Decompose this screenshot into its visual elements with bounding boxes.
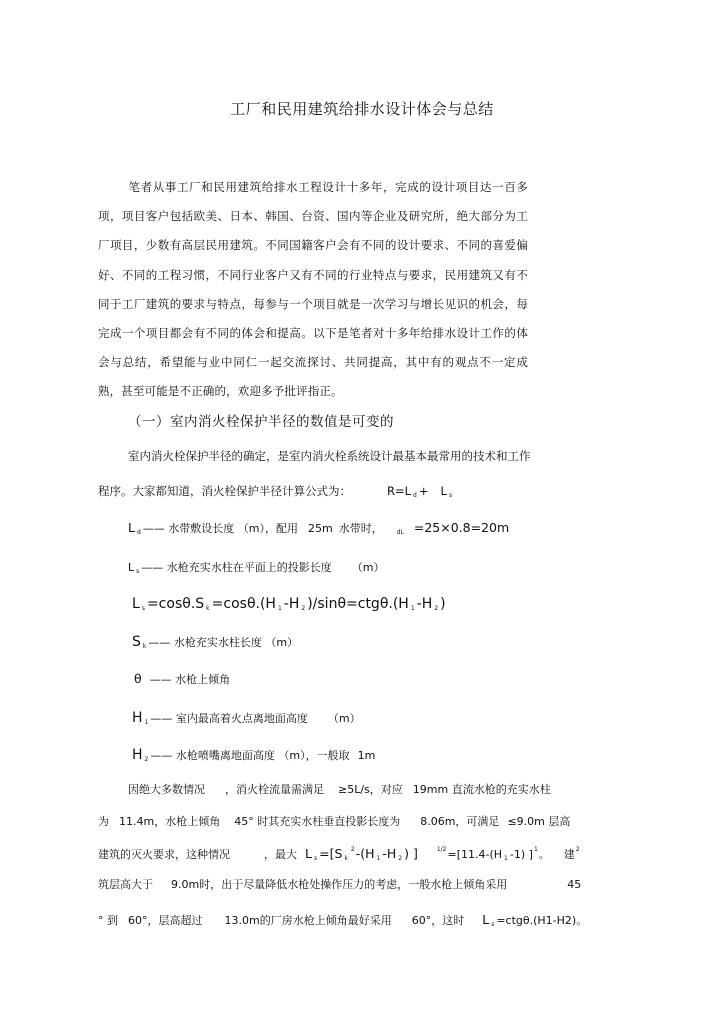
- formula-run: R=L: [387, 484, 412, 498]
- subscript: d: [136, 529, 141, 536]
- definition-theta: [134, 671, 230, 687]
- formula-run: =[11.4: [447, 848, 486, 861]
- formula-run: ): [440, 596, 446, 612]
- symbol: H: [132, 747, 143, 763]
- symbol: L: [128, 520, 135, 535]
- text-run: 13.0m的厂房水枪上倾角最好采用: [224, 914, 392, 927]
- definition-text: —— 水枪充实水柱长度 （m）: [148, 636, 299, 649]
- subscript: s: [448, 492, 453, 499]
- body-line: [128, 781, 551, 797]
- formula-run: -H: [416, 596, 433, 612]
- formula-run: -(H: [355, 846, 375, 861]
- section-heading: （一）室内消火栓保护半径的数值是可变的: [128, 414, 394, 430]
- formula-run: -H: [382, 846, 397, 861]
- subscript: 1: [376, 855, 381, 862]
- subscript: dL: [396, 529, 404, 536]
- text-run: ，最大: [264, 848, 297, 861]
- formula-run: +: [418, 484, 429, 498]
- superscript: 2: [575, 846, 580, 853]
- text-run: 8.06m，可满足: [420, 815, 500, 828]
- subscript: s: [313, 855, 318, 862]
- symbol: L: [128, 561, 135, 574]
- document-title: 工厂和民用建筑给排水设计体会与总结: [230, 100, 494, 118]
- body-line: [98, 876, 581, 892]
- symbol: S: [132, 634, 141, 650]
- definition-text: —— 水枪喷嘴离地面高度 （m），一般取: [150, 749, 350, 762]
- formula-run: θ=ctg: [337, 596, 380, 612]
- body-line: [98, 483, 454, 499]
- subscript: 2: [434, 605, 439, 612]
- subscript: 1: [277, 605, 282, 612]
- intro-text: 笔者从事工厂和民用建筑给排水工程设计十多年，完成的设计项目达一百多项，项目客户包括欧美、日本、韩国、台资、国内等企业及研究所，绝大部分为工厂项目，少数有高层民用建筑。不同国籍客户会有不同的设计要求、不同的喜爱偏好、不同的工程习惯，不同行业客户又有不同的行业特点与要求，民用建筑又有不同于工厂建筑的要求与特点，每参与一个项目就是一次学习与增长见识的机会，每完成一个项目都会有不同的体会和提高。以下是笔者对十多年给排水设计工作的体会与总结，希望能与业中同仁一起交流探讨、共同提高，其中有的观点不一定成熟，甚至可能是不正确的，欢迎多予批评指正。: [98, 180, 528, 399]
- formula-run: L: [132, 596, 140, 612]
- text-run: ≥5L/s，对应: [338, 783, 403, 796]
- text-run: 程序。大家都知道，消火栓保护半径计算公式为：: [98, 484, 351, 498]
- symbol: H: [132, 710, 143, 726]
- formula-run: =[S: [319, 846, 343, 861]
- formula-run: ) ]: [404, 846, 418, 861]
- text-run: ≤9.0m 层高: [507, 815, 571, 828]
- symbol: θ: [134, 671, 142, 686]
- text-run: 9.0m时，出于尽量降低水枪处操作压力的考虑，一般水枪上倾角采用: [171, 878, 508, 891]
- definition-h2: [132, 747, 375, 763]
- definition-unit: （m）: [327, 712, 361, 725]
- formula-run: L: [305, 846, 312, 861]
- text-run: 。: [576, 914, 588, 927]
- formula-run: =cos: [146, 596, 183, 612]
- formula-run: )/sin: [307, 596, 338, 612]
- subscript: k: [206, 605, 210, 612]
- subscript: s: [141, 605, 145, 612]
- text-run: 60°，层高超过: [128, 914, 203, 927]
- body-line: [98, 846, 581, 862]
- superscript: 2: [350, 846, 355, 853]
- formula-run: =ctg: [496, 914, 523, 927]
- subscript: 1: [504, 855, 508, 862]
- text-run: 为: [98, 815, 109, 828]
- subscript: k: [344, 855, 348, 862]
- text-run: 因绝大多数情况: [128, 783, 205, 796]
- formula-run: -H: [283, 596, 300, 612]
- formula-run: θ.(H1-H2): [522, 914, 577, 927]
- formula-run: θ.(H: [379, 596, 409, 612]
- subscript: k: [142, 643, 147, 650]
- definition-text: —— 水带敷设长度 （m），配用: [142, 522, 298, 535]
- definition-text: —— 室内最高着火点离地面高度: [150, 712, 308, 725]
- text-run: 60°，这时: [411, 914, 465, 927]
- definition-value: 25m: [308, 522, 333, 535]
- definition-text: 水带时，: [338, 522, 383, 535]
- formula-run: θ.(H: [246, 596, 276, 612]
- superscript: 1/2: [436, 846, 447, 853]
- text-run: 建筑的灭火要求，这种情况: [98, 848, 230, 861]
- formula-run: L: [440, 484, 447, 498]
- definition-ls: [128, 559, 385, 575]
- subscript: d: [413, 492, 417, 499]
- definition-ld: [128, 520, 509, 536]
- text-run: 45: [567, 878, 582, 891]
- text-run: 建: [563, 848, 575, 861]
- subscript: 2: [398, 855, 403, 862]
- subscript: s: [136, 568, 140, 575]
- text-run: 筑层高大于: [98, 878, 153, 891]
- formula-run: -(H: [485, 848, 503, 861]
- definition-value: 1m: [357, 749, 376, 762]
- text-run: 11.4m，水枪上倾角: [119, 815, 221, 828]
- text-run: 。: [538, 848, 550, 861]
- superscript: 1: [533, 846, 538, 853]
- subscript: 2: [144, 756, 149, 763]
- formula-ls: [132, 596, 446, 612]
- definition-h1: [132, 710, 361, 726]
- text-run: ，消火栓流量需满足: [225, 783, 324, 796]
- subscript: 1: [410, 605, 415, 612]
- text-run: 45° 时其充实水柱垂直投影长度为: [234, 815, 401, 828]
- text-run: 19mm 直流水枪的充实水柱: [412, 783, 551, 796]
- subscript: 2: [301, 605, 306, 612]
- intro-paragraph: [98, 173, 528, 407]
- body-line: 室内消火栓保护半径的确定，是室内消火栓系统设计最基本最常用的技术和工作: [128, 449, 531, 463]
- formula-run: =cos: [211, 596, 247, 612]
- text-run: ° 到: [98, 914, 118, 927]
- subscript: 1: [144, 719, 149, 726]
- body-line: [98, 912, 587, 928]
- body-line: [98, 813, 570, 829]
- subscript: s: [491, 921, 495, 928]
- formula-run: -1) ]: [509, 848, 533, 861]
- formula-run: L: [482, 912, 490, 927]
- definition-text: —— 水枪充实水柱在平面上的投影长度: [141, 561, 332, 574]
- formula-run: θ.S: [182, 596, 205, 612]
- formula-run: =25×0.8=20m: [413, 520, 510, 535]
- definition-sk: [132, 634, 298, 650]
- definition-text: —— 水枪上倾角: [149, 673, 231, 686]
- definition-unit: （m）: [351, 561, 385, 574]
